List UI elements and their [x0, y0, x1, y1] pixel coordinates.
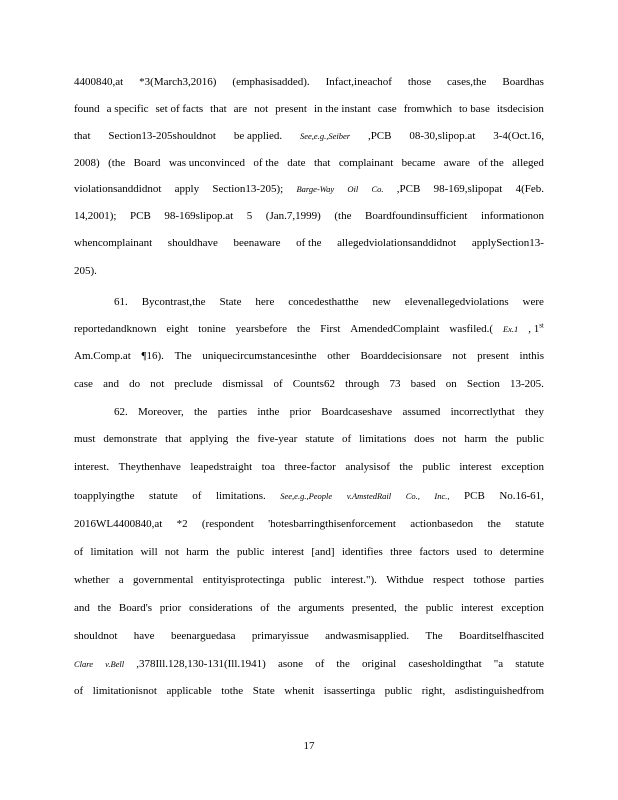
word: ,PCB — [367, 130, 392, 142]
text-line — [74, 130, 544, 143]
word: does — [414, 433, 435, 445]
word: ,378Ill.128,130-131(Ill.1941) — [136, 658, 266, 670]
word: of — [315, 658, 325, 670]
word: (the — [108, 157, 126, 169]
word: See,e.g.,People — [280, 491, 333, 501]
word: Section13-205shouldnot — [108, 130, 216, 142]
word: used — [456, 546, 477, 558]
word: not — [452, 350, 467, 362]
word: (respondent — [201, 518, 254, 530]
word: ,PCB — [396, 183, 421, 195]
word: the — [404, 602, 418, 614]
word: parties — [217, 406, 248, 418]
word: complainant — [338, 157, 394, 169]
word: , 1st — [528, 321, 544, 335]
word: Section — [466, 378, 500, 390]
word: shouldnot — [74, 630, 118, 642]
word: yearsbefore — [235, 323, 287, 335]
word: of the — [478, 157, 504, 169]
word: determine — [499, 546, 544, 558]
word: whether — [74, 574, 110, 586]
word: new — [372, 296, 391, 308]
word: Boarddecisionsare — [360, 350, 442, 362]
word: not — [164, 546, 179, 558]
word: were — [522, 296, 544, 308]
word: the — [336, 658, 350, 670]
text-line — [74, 433, 544, 446]
word: informationon — [481, 210, 544, 222]
word: inthis — [519, 350, 544, 362]
word: of — [260, 602, 270, 614]
word: assumed — [402, 406, 441, 418]
word: Boardfoundinsufficient — [365, 210, 468, 222]
word: The — [174, 350, 192, 362]
text-line — [74, 157, 544, 170]
word: State — [219, 296, 242, 308]
word: cases,the — [447, 76, 487, 88]
word: toa — [261, 461, 276, 473]
word: The — [425, 630, 443, 642]
word: beenarguedasa — [170, 630, 236, 642]
word: three — [390, 546, 413, 558]
word: toapplyingthe — [74, 490, 135, 502]
word: actionbasedon — [410, 518, 474, 530]
word: a specific — [106, 103, 149, 115]
word: on — [445, 378, 457, 390]
word: inthe — [257, 406, 280, 418]
word: Section13-205); — [212, 183, 284, 195]
text-line — [74, 323, 544, 336]
word: PCB — [464, 490, 485, 502]
word: to — [484, 546, 493, 558]
word: Withdue — [386, 574, 424, 586]
word: 14,2001); — [74, 210, 117, 222]
word: that — [210, 103, 227, 115]
word: became — [401, 157, 436, 169]
word: the — [399, 461, 413, 473]
word: must — [74, 433, 96, 445]
word: found — [74, 103, 100, 115]
word: 205). — [74, 265, 97, 277]
word: interest — [459, 461, 492, 473]
word: Co., — [405, 491, 420, 501]
word: set of facts — [155, 103, 204, 115]
word: Board — [133, 157, 161, 169]
word: statute — [305, 433, 334, 445]
word: the — [296, 323, 311, 335]
text-line — [74, 685, 544, 698]
word: limitations — [359, 433, 407, 445]
word: they — [525, 406, 544, 418]
text-line — [74, 518, 544, 531]
word: concedesthatthe — [288, 296, 359, 308]
word: (emphasisadded). — [232, 76, 310, 88]
word: public — [236, 546, 265, 558]
word: Bycontrast,the — [141, 296, 206, 308]
word: aware — [443, 157, 470, 169]
word: uniquecircumstancesinthe — [202, 350, 317, 362]
word: factors — [419, 546, 450, 558]
word: not — [254, 103, 269, 115]
word: beenaware — [233, 237, 281, 249]
word: are — [233, 103, 248, 115]
word: governmental — [132, 574, 194, 586]
word: statute — [515, 518, 544, 530]
word: parties — [514, 574, 544, 586]
word: present — [477, 350, 509, 362]
word: incorrectlythat — [450, 406, 515, 418]
word: *3(March3,2016) — [139, 76, 217, 88]
word: 4(Feb. — [515, 183, 544, 195]
word: Clare — [74, 659, 94, 669]
text-line — [114, 406, 544, 419]
word: harm — [186, 546, 209, 558]
text-line — [74, 183, 544, 196]
word: Infact,ineachof — [325, 76, 392, 88]
word: the — [487, 518, 501, 530]
text-line — [74, 630, 544, 643]
word: not — [442, 433, 457, 445]
word: Am.Comp.at — [74, 350, 131, 362]
word: that — [165, 433, 182, 445]
word: limitations. — [215, 490, 266, 502]
word: exception — [501, 461, 544, 473]
word: v.AmstedRail — [346, 491, 392, 501]
word: interest."). — [330, 574, 377, 586]
word: demonstrate — [103, 433, 158, 445]
word: andwasmisapplied. — [325, 630, 410, 642]
word: arguments — [298, 602, 345, 614]
text-line — [74, 490, 544, 503]
word: itsdecision — [496, 103, 544, 115]
word: original — [361, 658, 397, 670]
text-line — [74, 546, 544, 559]
word: Oil — [347, 184, 359, 194]
word: public — [422, 461, 450, 473]
page-number: 17 — [303, 740, 315, 752]
word: will — [140, 546, 158, 558]
word: the — [194, 406, 208, 418]
word: preclude — [174, 378, 213, 390]
word: a — [118, 574, 124, 586]
word: harm — [464, 433, 487, 445]
word: of — [341, 433, 352, 445]
word: *2 — [176, 518, 188, 530]
word: respect — [432, 574, 465, 586]
word: that — [313, 157, 331, 169]
word: 98-169,slipopat — [433, 183, 503, 195]
word: asdistinguishedfrom — [454, 685, 544, 697]
word: the — [494, 433, 509, 445]
word: exception — [501, 602, 544, 614]
word: interest. — [74, 461, 110, 473]
word: case — [377, 103, 397, 115]
word: interest — [271, 546, 305, 558]
word: case — [74, 378, 93, 390]
word: fromwhich — [403, 103, 452, 115]
word: leapedstraight — [190, 461, 253, 473]
word: here — [255, 296, 275, 308]
word: three-factor — [284, 461, 336, 473]
word: and — [74, 602, 90, 614]
word: considerations — [188, 602, 253, 614]
word: isassertinga — [323, 685, 376, 697]
word: dismissal — [222, 378, 264, 390]
word: limitation — [90, 546, 134, 558]
word: "a — [493, 658, 504, 670]
text-line — [74, 461, 544, 474]
word: was unconvinced — [168, 157, 245, 169]
word: not — [150, 378, 165, 390]
word: allegedviolationsanddidnot — [337, 237, 457, 249]
word: primaryissue — [251, 630, 309, 642]
word: v.Bell — [105, 659, 125, 669]
word: of — [192, 490, 202, 502]
word: interest — [460, 602, 494, 614]
word: violationsanddidnot — [74, 183, 162, 195]
word: (Jan.7,1999) — [265, 210, 321, 222]
word: applicable — [166, 685, 212, 697]
word: whencomplainant — [74, 237, 153, 249]
word: that — [74, 130, 91, 142]
word: the — [236, 433, 250, 445]
word: be applied. — [233, 130, 283, 142]
word: and — [103, 378, 119, 390]
word: Boardhas — [502, 76, 544, 88]
word: tothose — [473, 574, 506, 586]
word: AmendedComplaint — [350, 323, 440, 335]
word: statute — [515, 658, 544, 670]
word: applying — [189, 433, 229, 445]
text-line — [114, 296, 544, 309]
word: 98-169slipop.at — [164, 210, 234, 222]
word: Co. — [371, 184, 384, 194]
word: public — [425, 602, 454, 614]
word: Boardcaseshave — [321, 406, 393, 418]
word: First — [320, 323, 341, 335]
word: apply — [174, 183, 200, 195]
word: 3-4(Oct.16, — [493, 130, 544, 142]
word: do — [129, 378, 141, 390]
word: 08-30,slipop.at — [409, 130, 476, 142]
text-line — [74, 210, 544, 223]
word: Ex.1 — [502, 324, 519, 334]
word: applySection13- — [471, 237, 544, 249]
word: 62. — [114, 406, 128, 418]
word: public — [516, 433, 544, 445]
word: [and] — [311, 546, 335, 558]
word: 4400840,at — [74, 76, 124, 88]
word: those — [407, 76, 432, 88]
word: wasfiled.( — [449, 323, 494, 335]
word: other — [327, 350, 350, 362]
word: of the — [296, 237, 322, 249]
text-line — [74, 658, 544, 671]
word: 'hotesbarringthisenforcement — [268, 518, 396, 530]
word: State — [252, 685, 275, 697]
word: statute — [149, 490, 178, 502]
word: public — [294, 574, 322, 586]
word: 13-205. — [509, 378, 544, 390]
text-line — [74, 350, 544, 363]
word: tonine — [198, 323, 226, 335]
word: 73 — [389, 378, 401, 390]
word: limitationisnot — [92, 685, 157, 697]
word: of — [74, 546, 84, 558]
text-line — [74, 378, 544, 391]
text-line — [74, 76, 544, 89]
word: ¶16). — [141, 350, 164, 362]
word: Barge-Way — [296, 184, 335, 194]
word: of — [74, 685, 84, 697]
word: shouldhave — [167, 237, 218, 249]
word: See,e.g.,Seiber — [300, 131, 351, 141]
word: right, — [421, 685, 446, 697]
word: the — [277, 602, 291, 614]
word: five-year — [257, 433, 298, 445]
word: analysisof — [345, 461, 390, 473]
text-line — [74, 103, 544, 116]
word: Theythenhave — [118, 461, 181, 473]
word: present — [275, 103, 307, 115]
word: eight — [166, 323, 189, 335]
word: to base — [458, 103, 490, 115]
word: of — [273, 378, 283, 390]
text-line — [74, 237, 544, 250]
word: whenit — [284, 685, 315, 697]
word: based — [410, 378, 436, 390]
word: 61. — [114, 296, 128, 308]
word: Moreover, — [138, 406, 184, 418]
word: 2008) — [74, 157, 100, 169]
word: alleged — [512, 157, 544, 169]
word: prior — [289, 406, 312, 418]
word: Counts62 — [292, 378, 335, 390]
word: tothe — [221, 685, 244, 697]
word: Boarditselfhascited — [459, 630, 544, 642]
text-line — [74, 602, 544, 615]
word: have — [133, 630, 155, 642]
word: public — [384, 685, 413, 697]
word: entityisprotectinga — [202, 574, 285, 586]
word: 2016WL4400840,at — [74, 518, 163, 530]
word: No.16-61, — [499, 490, 544, 502]
word: Board's — [118, 602, 153, 614]
word: prior — [159, 602, 182, 614]
word: Inc., — [434, 491, 450, 501]
word: the — [216, 546, 230, 558]
word: PCB — [130, 210, 151, 222]
word: elevenallegedviolations — [404, 296, 509, 308]
text-line — [74, 574, 544, 587]
word: identifies — [341, 546, 383, 558]
word: of the — [253, 157, 279, 169]
word: (the — [334, 210, 352, 222]
word: asone — [277, 658, 303, 670]
word: the — [97, 602, 112, 614]
word: through — [345, 378, 380, 390]
text-line — [74, 265, 544, 278]
word: presented, — [351, 602, 397, 614]
word: date — [287, 157, 306, 169]
word: casesholdingthat — [408, 658, 482, 670]
word: 5 — [246, 210, 253, 222]
word: in the instant — [313, 103, 371, 115]
word: reportedandknown — [74, 323, 157, 335]
